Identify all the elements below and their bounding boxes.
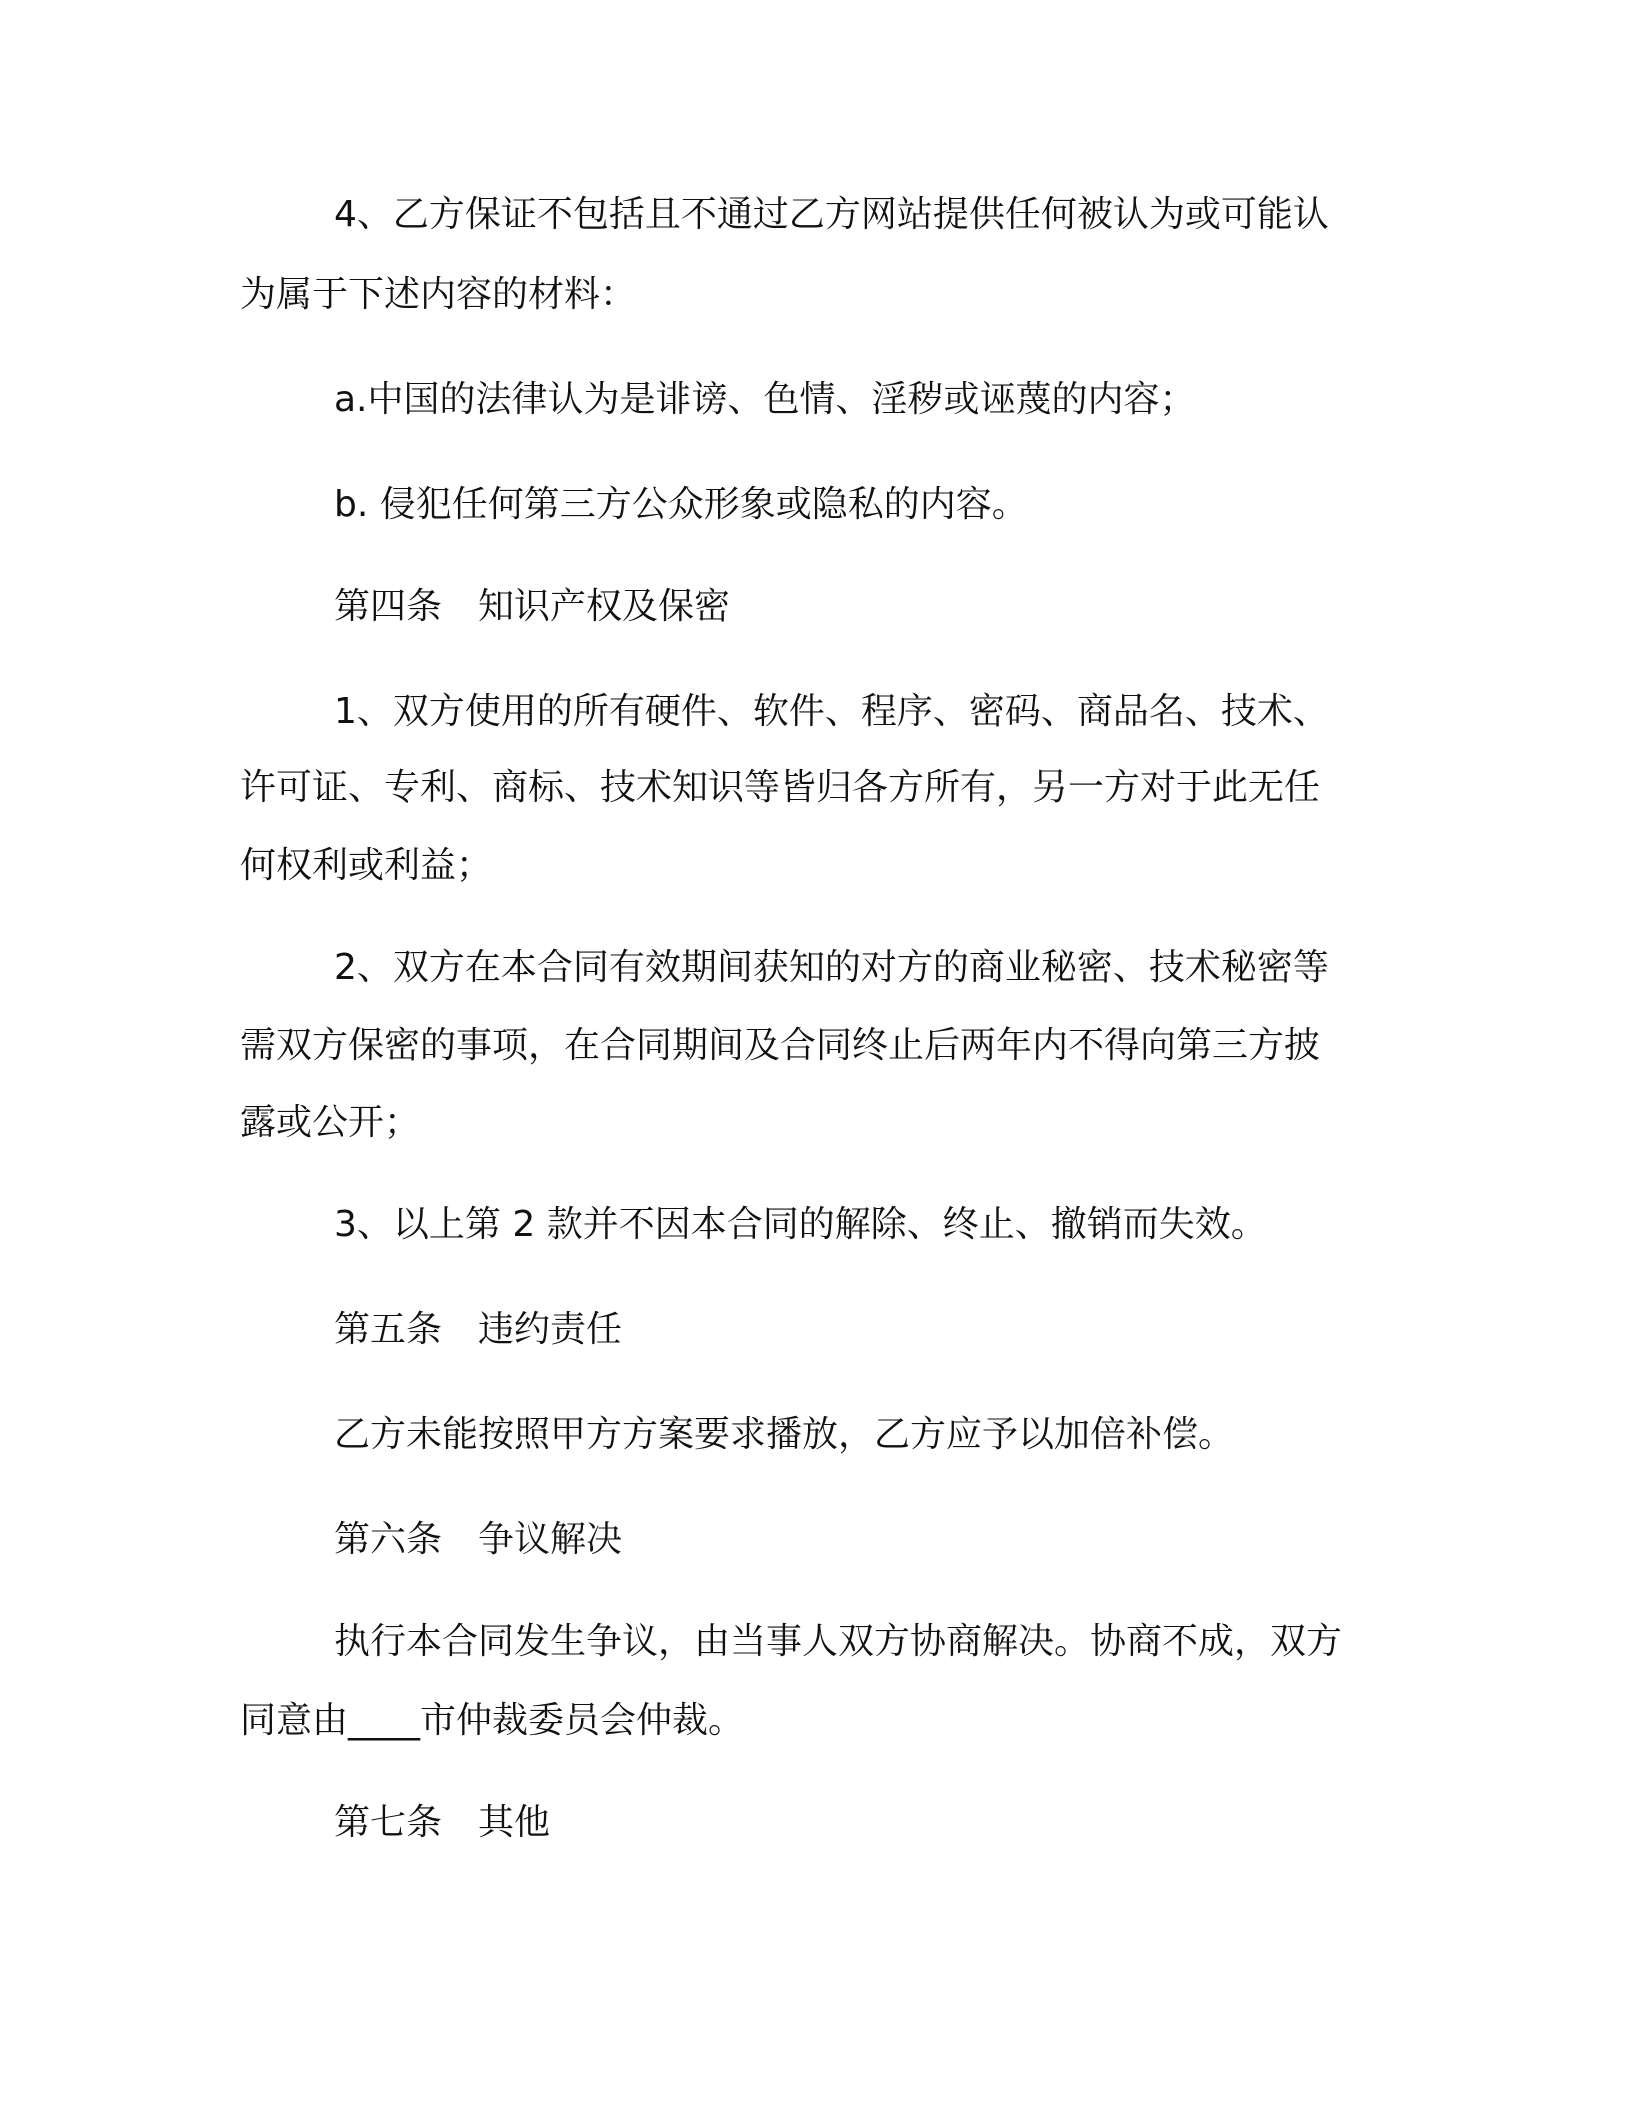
article-7-heading: 第七条 其他 <box>334 1802 551 1843</box>
article-4-item-1-line-1: 1、双方使用的所有硬件、软件、程序、密码、商品名、技术、 <box>334 691 1329 732</box>
article-5-body: 乙方未能按照甲方方案要求播放，乙方应予以加倍补偿。 <box>334 1414 1235 1455</box>
article-4-item-2-line-1: 2、双方在本合同有效期间获知的对方的商业秘密、技术秘密等 <box>334 947 1329 988</box>
clause-3-item-4-line-2: 为属于下述内容的材料： <box>240 274 637 315</box>
article-4-item-1-line-2: 许可证、专利、商标、技术知识等皆归各方所有，另一方对于此无任 <box>240 767 1321 808</box>
article-4-item-2-line-3: 露或公开； <box>240 1102 421 1143</box>
clause-3-item-b: b. 侵犯任何第三方公众形象或隐私的内容。 <box>334 484 1028 525</box>
article-6-body-line-1: 执行本合同发生争议，由当事人双方协商解决。协商不成，双方 <box>334 1621 1343 1662</box>
clause-3-item-4-line-1: 4、乙方保证不包括且不通过乙方网站提供任何被认为或可能认 <box>334 194 1329 235</box>
article-4-item-3: 3、以上第 2 款并不因本合同的解除、终止、撤销而失效。 <box>334 1204 1267 1245</box>
article-6-body-line-2: 同意由____市仲裁委员会仲裁。 <box>240 1700 745 1741</box>
article-4-item-2-line-2: 需双方保密的事项，在合同期间及合同终止后两年内不得向第三方披 <box>240 1025 1321 1066</box>
article-5-heading: 第五条 违约责任 <box>334 1309 623 1350</box>
article-4-heading: 第四条 知识产权及保密 <box>334 586 731 627</box>
article-4-item-1-line-3: 何权利或利益； <box>240 845 493 886</box>
article-6-heading: 第六条 争议解决 <box>334 1519 623 1560</box>
clause-3-item-a: a.中国的法律认为是诽谤、色情、淫秽或诬蔑的内容； <box>334 379 1196 420</box>
